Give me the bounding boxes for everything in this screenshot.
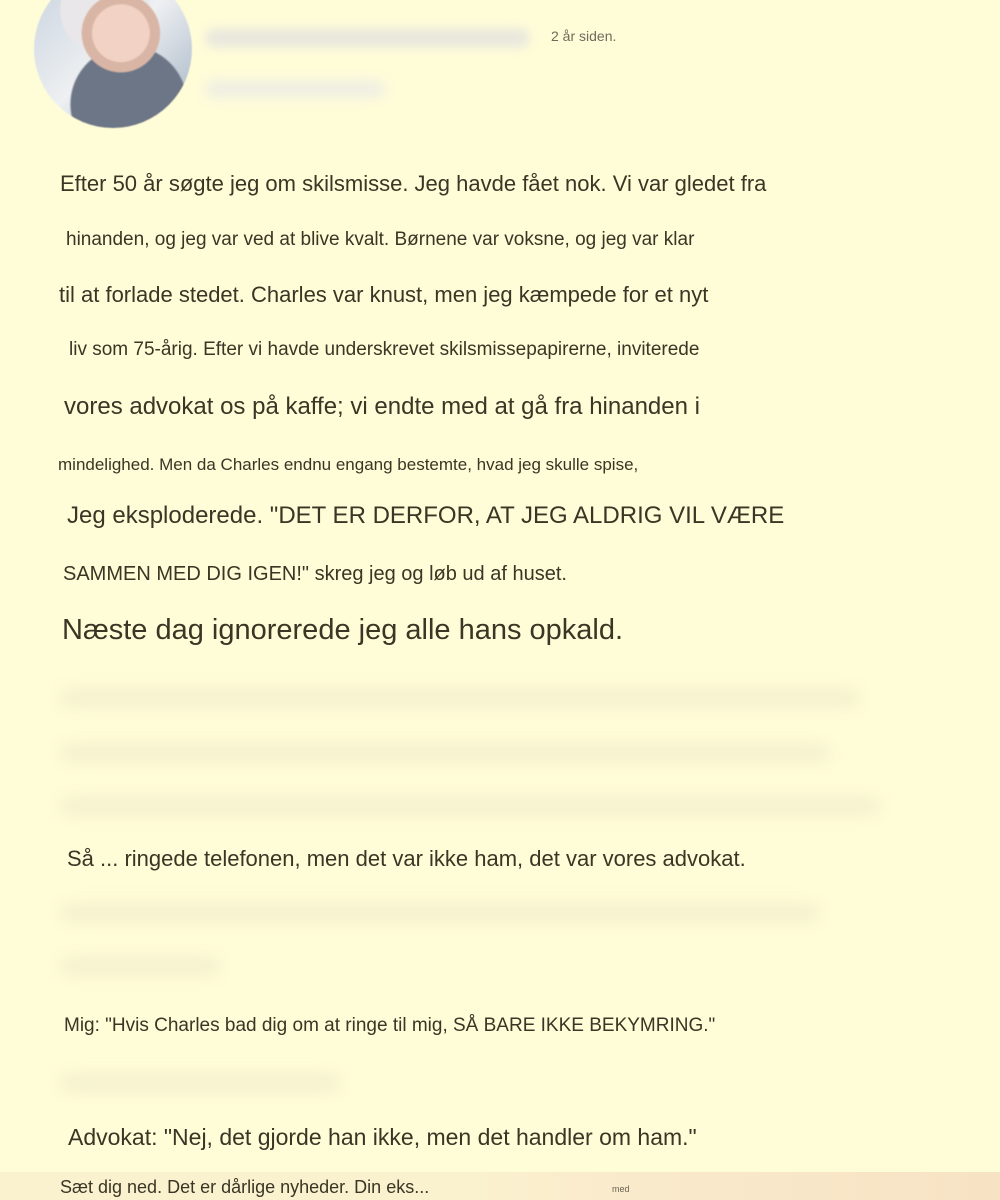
story-line-7: Jeg eksploderede. "DET ER DERFOR, AT JEG ALDRIG VIL VÆRE	[67, 502, 785, 529]
story-line-10: Så ... ringede telefonen, men det var ikke ham, det var vores advokat.	[67, 846, 746, 871]
post-timestamp: 2 år siden.	[551, 28, 617, 44]
story-line-1: Efter 50 år søgte jeg om skilsmisse. Jeg havde fået nok. Vi var gledet fra	[60, 171, 767, 196]
avatar[interactable]	[34, 0, 192, 128]
faded-text-block	[60, 958, 220, 974]
faded-text-block	[60, 745, 830, 761]
story-line-11: Mig: "Hvis Charles bad dig om at ringe til mig, SÅ BARE IKKE BEKYMRING."	[64, 1015, 716, 1036]
story-line-13: Sæt dig ned. Det er dårlige nyheder. Din eks...	[60, 1177, 430, 1197]
story-line-2: hinanden, og jeg var ved at blive kvalt. Børnene var voksne, og jeg var klar	[66, 229, 695, 250]
story-line-4: liv som 75-årig. Efter vi havde underskrevet skilsmissepapirerne, inviterede	[69, 339, 700, 360]
story-line-5: vores advokat os på kaffe; vi endte med at gå fra hinanden i	[64, 393, 700, 420]
story-line-6: mindelighed. Men da Charles endnu engang bestemte, hvad jeg skulle spise,	[58, 455, 639, 474]
faded-text-block	[60, 1075, 340, 1091]
story-line-9: Næste dag ignorerede jeg alle hans opkald.	[62, 614, 624, 646]
story-line-12: Advokat: "Nej, det gjorde han ikke, men det handler om ham."	[68, 1124, 697, 1150]
author-handle-redacted	[205, 80, 385, 98]
faded-text-block	[60, 905, 820, 921]
faded-text-block	[60, 690, 860, 706]
story-line-8: SAMMEN MED DIG IGEN!" skreg jeg og løb ud af huset.	[63, 563, 567, 585]
story-line-3: til at forlade stedet. Charles var knust, men jeg kæmpede for et nyt	[59, 282, 709, 307]
tiny-label: med	[612, 1184, 630, 1194]
author-name-redacted	[205, 28, 530, 48]
faded-text-block	[60, 798, 880, 814]
